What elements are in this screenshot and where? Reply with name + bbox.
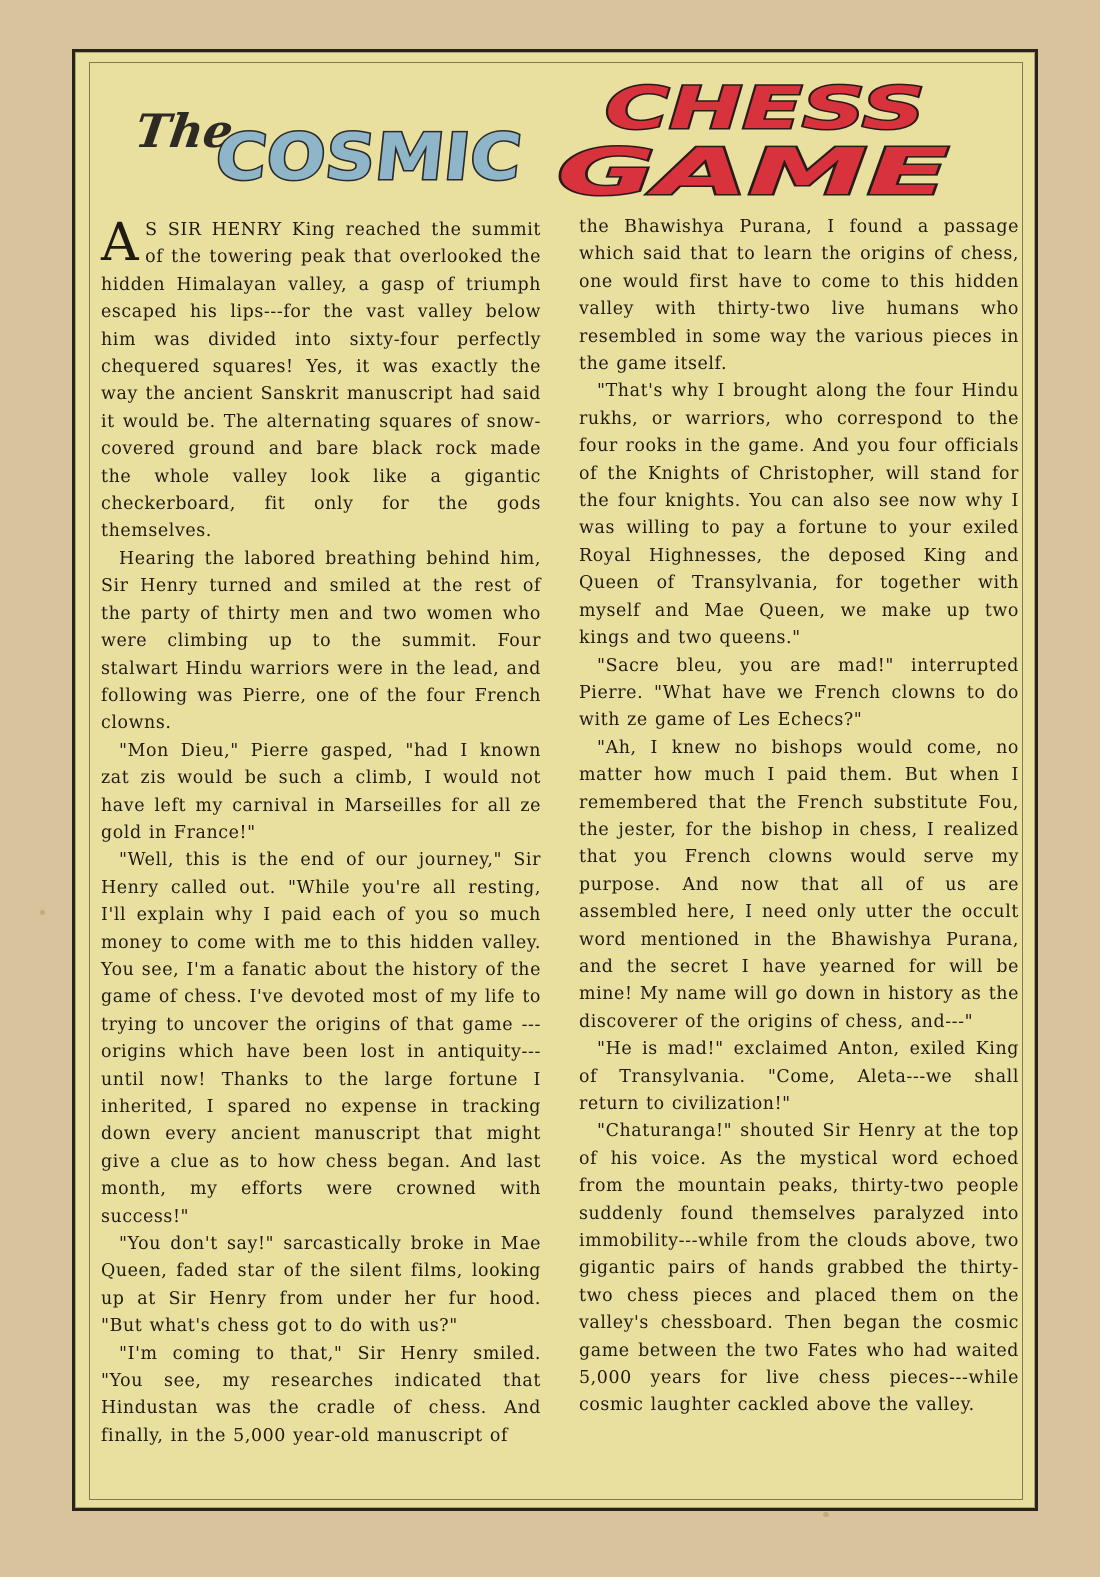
title-chess: CHESS <box>605 74 925 142</box>
story-column-right <box>579 214 1019 1420</box>
paragraph: the Bhawishya Purana, I found a passage which said that to learn the origins of chess, one would first have to come to this hidden valley with thirty-two live humans who resembled in some way the various pieces in the game itself. <box>579 217 1019 375</box>
story-column-left <box>101 213 541 1450</box>
title-cosmic: COSMIC <box>211 120 502 195</box>
paragraph: "Well, this is the end of our journey," Sir Henry called out. "While you're all resting, I'll explain why I paid each of you so much money to come with me to this hidden valley. You see, I'm a fanatic about the history of the game of chess. I've devoted most of my life to trying to uncover the origins of that game --- origins which have been lost in antiquity---until now! Thanks to the large fortune I inherited, I spared no expense in tracking down every ancient manuscript that might give a clue as to how chess began. And last month, my efforts were crowned with success!" <box>101 850 541 1227</box>
title-the: The <box>132 104 237 158</box>
paper-stain <box>40 910 45 915</box>
story-title <box>75 52 1035 212</box>
paragraph: "You don't say!" sarcastically broke in Mae Queen, faded star of the silent films, looking up at Sir Henry from under her fur hood. "But what's chess got to do with us?" <box>101 1234 541 1337</box>
paragraph: "Mon Dieu," Pierre gasped, "had I known zat zis would be such a climb, I would not have left my carnival in Marseilles for all ze gold in France!" <box>101 740 541 843</box>
drop-cap: A <box>101 213 140 273</box>
paper-stain <box>823 1512 829 1517</box>
title-logo <box>75 52 1035 212</box>
paragraph: "Sacre bleu, you are mad!" interrupted Pierre. "What have we French clowns to do with ze game of Les Echecs?" <box>579 655 1019 731</box>
title-game: GAME <box>557 136 949 210</box>
paragraph: "Ah, I knew no bishops would come, no matter how much I paid them. But when I remembered that the French substitute Fou, the jester, for the bishop in chess, I realized that you French clowns would serve my purpose. And now that all of us are assembled here, I need only utter the occult word mentioned in the Bhawishya Purana, and the secret I have yearned for will be mine! My name will go down in history as the discoverer of the origins of chess, and---" <box>579 737 1019 1032</box>
paragraph: "I'm coming to that," Sir Henry smiled. "You see, my researches indicated that Hindustan was the cradle of chess. And finally, in the 5,000 year-old manuscript of <box>101 1343 541 1446</box>
paragraph <box>101 213 541 546</box>
paragraph-text: S SIR HENRY King reached the summit of the towering peak that overlooked the hidden Himalayan valley, a gasp of triumph escaped his lips---for the vast valley below him was divided into sixty-four perfectly chequered squares! Yes, it was exactly the way the ancient Sanskrit manuscript had said it would be. The alternating squares of snow-covered ground and bare black rock made the whole valley look like a gigantic checkerboard, fit only for the gods themselves. <box>101 220 541 542</box>
story-panel <box>72 49 1038 1511</box>
paragraph: "He is mad!" exclaimed Anton, exiled King of Transylvania. "Come, Aleta---we shall return to civilization!" <box>579 1039 1019 1114</box>
paragraph: "Chaturanga!" shouted Sir Henry at the top of his voice. As the mystical word echoed from the mountain peaks, thirty-two people suddenly found themselves paralyzed into immobility---while from the clouds above, two gigantic pairs of hands grabbed the thirty-two chess pieces and placed them on the valley's chessboard. Then began the cosmic game between the two Fates who had waited 5,000 years for live chess pieces---while cosmic laughter cackled above the valley. <box>579 1121 1019 1416</box>
paragraph: "That's why I brought along the four Hindu rukhs, or warriors, who correspond to the four rooks in the game. And you four officials of the Knights of Christopher, will stand for the four knights. You can also see now why I was willing to pay a fortune to your exiled Royal Highnesses, the deposed King and Queen of Transylvania, for together with myself and Mae Queen, we make up two kings and two queens." <box>579 381 1019 649</box>
paragraph: Hearing the labored breathing behind him, Sir Henry turned and smiled at the rest of the party of thirty men and two women who were climbing up to the summit. Four stalwart Hindu warriors were in the lead, and following was Pierre, one of the four French clowns. <box>101 548 541 734</box>
